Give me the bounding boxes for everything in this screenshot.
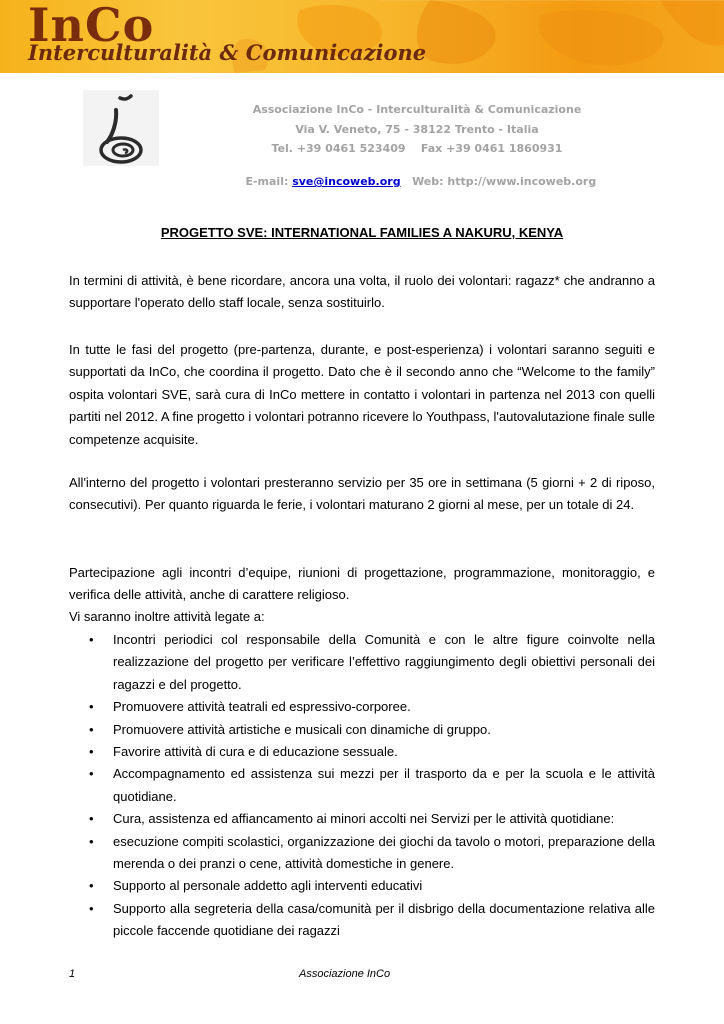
list-item-text: Cura, assistenza ed affiancamento ai minori accolti nei Servizi per le attività quotidiane:: [113, 811, 615, 827]
list-intro: Vi saranno inoltre attività legate a:: [69, 609, 265, 624]
org-address-line: Via V. Veneto, 75 - 38122 Trento - Italia: [295, 123, 539, 136]
bullet-marker: •: [89, 699, 94, 715]
list-item-text: Supporto al personale addetto agli interventi educativi: [113, 878, 423, 894]
email-label: E-mail:: [245, 175, 293, 188]
logo-title: InCo: [28, 0, 155, 52]
paragraph: Partecipazione agli incontri d’equipe, riunioni di progettazione, programmazione, monitoraggio, e verifica delle attività, anche di carattere religioso.: [69, 565, 655, 603]
list-item: [89, 808, 655, 830]
list-item: [89, 875, 655, 897]
list-item-text: Promuovere attività artistiche e musicali con dinamiche di gruppo.: [113, 721, 491, 737]
document-title: PROGETTO SVE: INTERNATIONAL FAMILIES A NAKURU, KENYA: [160, 225, 564, 240]
web-address: Web: http://www.incoweb.org: [400, 175, 597, 188]
page-number: 1: [69, 968, 76, 980]
list-item-text: Promuovere attività teatrali ed espressivo-corporee.: [113, 699, 411, 715]
header-banner: [0, 0, 724, 73]
list-item-text: Accompagnamento ed assistenza sui mezzi per il trasporto da e per la scuola e le attività quotidiane.: [113, 766, 655, 804]
org-name-line: Associazione InCo - Interculturalità & Comunicazione: [252, 103, 582, 116]
bullet-marker: •: [89, 900, 94, 916]
paragraph: All'interno del progetto i volontari presteranno servizio per 35 ore in settimana (5 giorni + 2 di riposo, consecutivi). Per quanto riguarda le ferie, i volontari maturano 2 giorni al mese, per un totale di 24.: [69, 475, 655, 513]
list-item-text: Favorire attività di cura e di educazione sessuale.: [113, 744, 398, 760]
list-item-text: esecuzione compiti scolastici, organizzazione dei giochi da tavolo o motori, preparazione della merenda o dei pranzi o cene, attività domestiche in genere.: [113, 833, 655, 872]
bullet-marker: •: [89, 632, 94, 647]
bullet-marker: •: [89, 878, 94, 894]
email-link[interactable]: sve@incoweb.org: [292, 175, 401, 188]
list-item: [89, 629, 655, 696]
list-item-text: Incontri periodici col responsabile della Comunità e con le altre figure coinvolte nella realizzazione del progetto per verificare l’effettivo raggiungimento degli obiettivi personali dei ragazzi e del progetto.: [113, 632, 655, 692]
paragraph: In tutte le fasi del progetto (pre-partenza, durante, e post-esperienza) i volontari saranno seguiti e supportati da InCo, che coordina il progetto. Dato che è il secondo anno che “Welcome to the family” ospita volontari SVE, sarà cura di InCo mettere in contatto i volontari in partenza nel 2013 con quelli partiti nel 2012. A fine progetto i volontari potranno ricevere lo Youthpass, l'autovalutazione finale sulle competenze acquisite.: [69, 342, 655, 447]
bullet-marker: •: [89, 721, 94, 737]
inco-emblem-logo: [83, 90, 159, 166]
list-item: [89, 741, 655, 763]
footer-text: Associazione InCo: [299, 968, 391, 980]
bullet-marker: •: [89, 833, 94, 849]
org-phone-line: Tel. +39 0461 523409 Fax +39 0461 1860931: [271, 142, 563, 155]
bullet-marker: •: [89, 744, 94, 760]
list-item-text: Supporto alla segreteria della casa/comunità per il disbrigo della documentazione relativa alle piccole faccende quotidiane dei ragazzi: [113, 900, 655, 939]
list-item: [89, 898, 655, 943]
bullet-marker: •: [89, 766, 94, 782]
org-contact-line: [210, 161, 624, 189]
list-item: [89, 696, 655, 718]
list-item: [89, 831, 655, 876]
bullet-marker: •: [89, 811, 94, 827]
list-item: [89, 719, 655, 741]
paragraph: In termini di attività, è bene ricordare, ancora una volta, il ruolo dei volontari: ragazz* che andranno a supportare l'operato dello staff locale, senza sostituirlo.: [69, 273, 655, 311]
activity-list: [0, 629, 724, 943]
logo-subtitle: Interculturalità & Comunicazione: [28, 40, 427, 65]
list-item: [89, 763, 655, 808]
